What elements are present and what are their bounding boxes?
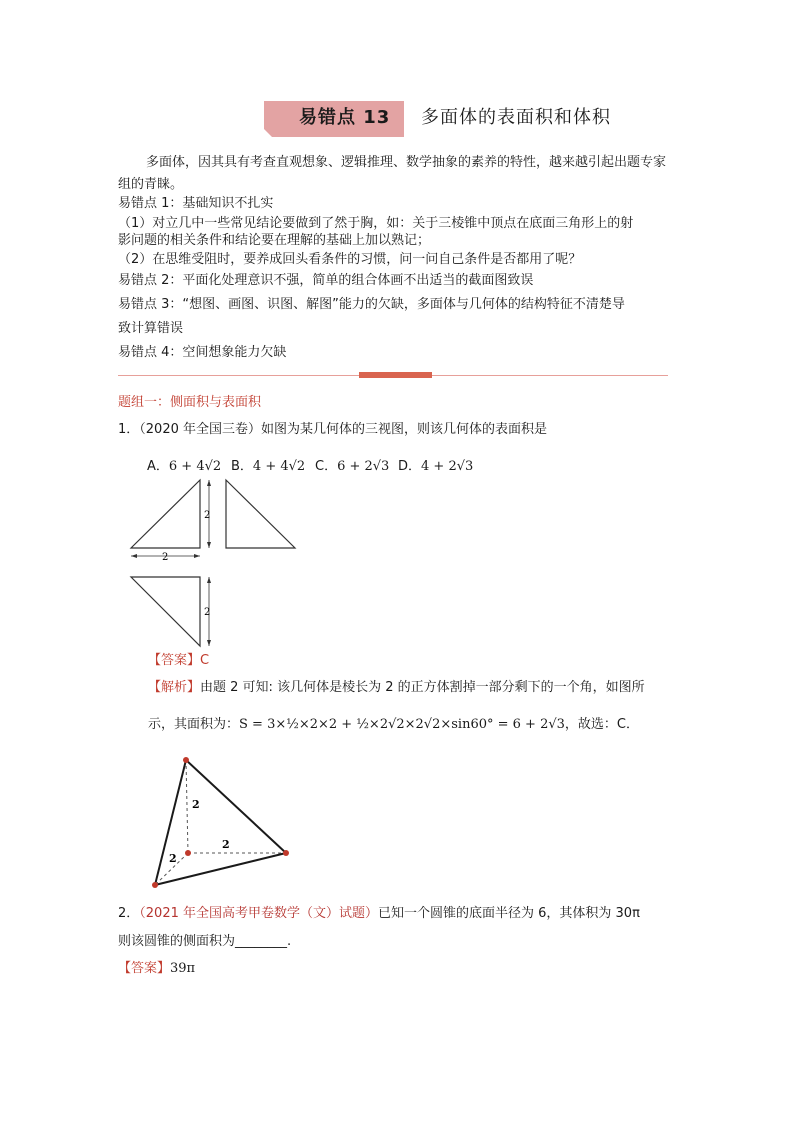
point-3-a: 易错点 3：“想图、画图、识图、解图”能力的欠缺，多面体与几何体的结构特征不清楚导 <box>118 297 625 312</box>
q1-analysis-line1: 【解析】由题 2 可知: 该几何体是棱长为 2 的正方体割掉一部分剩下的一个角，如图所 <box>148 680 645 695</box>
page-title: 多面体的表面积和体积 <box>421 107 611 128</box>
q1-analysis-line2: 示，其面积为：S = 3×½×2×2 + ½×2√2×2√2×sin60° = 6 + 2√3，故选：C． <box>148 717 639 732</box>
solid-hidden-vertical <box>186 760 188 853</box>
point-1-a: （1）对立几中一些常见结论要做到了然于胸，如：关于三棱锥中顶点在底面三角形上的射 <box>118 216 634 231</box>
q1-option-d: D．4 + 2√3 <box>398 459 474 474</box>
vertex-right <box>283 850 289 856</box>
top-height-label: 2 <box>204 607 211 618</box>
q1-formula: S = 3×½×2×2 + ½×2√2×2√2×sin60° = 6 + 2√3 <box>239 717 565 732</box>
point-1-a2: 影问题的相关条件和结论要在理解的基础上加以熟记； <box>118 233 431 248</box>
vertex-left <box>152 882 158 888</box>
point-1-title: 易错点 1：基础知识不扎实 <box>118 196 274 211</box>
q1-answer: 【答案】C <box>148 653 210 668</box>
q2-stem-line2: 则该圆锥的侧面积为________. <box>118 934 292 949</box>
q1-option-b: B．4 + 4√2 <box>231 459 306 474</box>
q1-option-c: C．6 + 2√3 <box>315 459 390 474</box>
front-height-label: 2 <box>204 510 211 521</box>
solid-edge-left <box>155 760 186 885</box>
solid-diagram <box>145 752 305 892</box>
q2-answer: 【答案】39π <box>118 961 196 976</box>
vertex-top <box>183 757 189 763</box>
front-width-label: 2 <box>162 552 169 563</box>
vertex-origin <box>185 850 191 856</box>
title-label: 易错点 13 <box>299 107 391 128</box>
solid-horizontal-label: 2 <box>222 838 230 851</box>
section-divider-accent <box>359 372 432 378</box>
group-title: 题组一：侧面积与表面积 <box>118 395 262 410</box>
solid-diagonal-label: 2 <box>169 852 177 865</box>
intro-paragraph: 多面体，因其具有考查直观想象、逻辑推理、数学抽象的素养的特性，越来越引起出题专家组的青睐。 <box>118 155 667 192</box>
point-1-b: （2）在思维受阻时，要养成回头看条件的习惯，问一问自己条件是否都用了呢？ <box>118 252 582 267</box>
point-2: 易错点 2：平面化处理意识不强，简单的组合体画不出适当的截面图致误 <box>118 273 534 288</box>
solid-vertical-label: 2 <box>192 798 200 811</box>
q1-option-a: A．6 + 4√2 <box>147 459 222 474</box>
q2-stem: 2．（2021 年全国高考甲卷数学（文）试题）已知一个圆锥的底面半径为 6，其体积为 30π <box>118 906 640 921</box>
front-view <box>131 480 200 548</box>
side-view <box>226 480 295 548</box>
q1-stem: 1．（2020 年全国三卷）如图为某几何体的三视图，则该几何体的表面积是 <box>118 422 547 437</box>
solid-edge-right <box>186 760 286 853</box>
point-4: 易错点 4：空间想象能力欠缺 <box>118 345 287 360</box>
top-view <box>131 577 200 646</box>
three-view-diagram <box>125 474 305 654</box>
point-3-b: 致计算错误 <box>118 321 184 336</box>
